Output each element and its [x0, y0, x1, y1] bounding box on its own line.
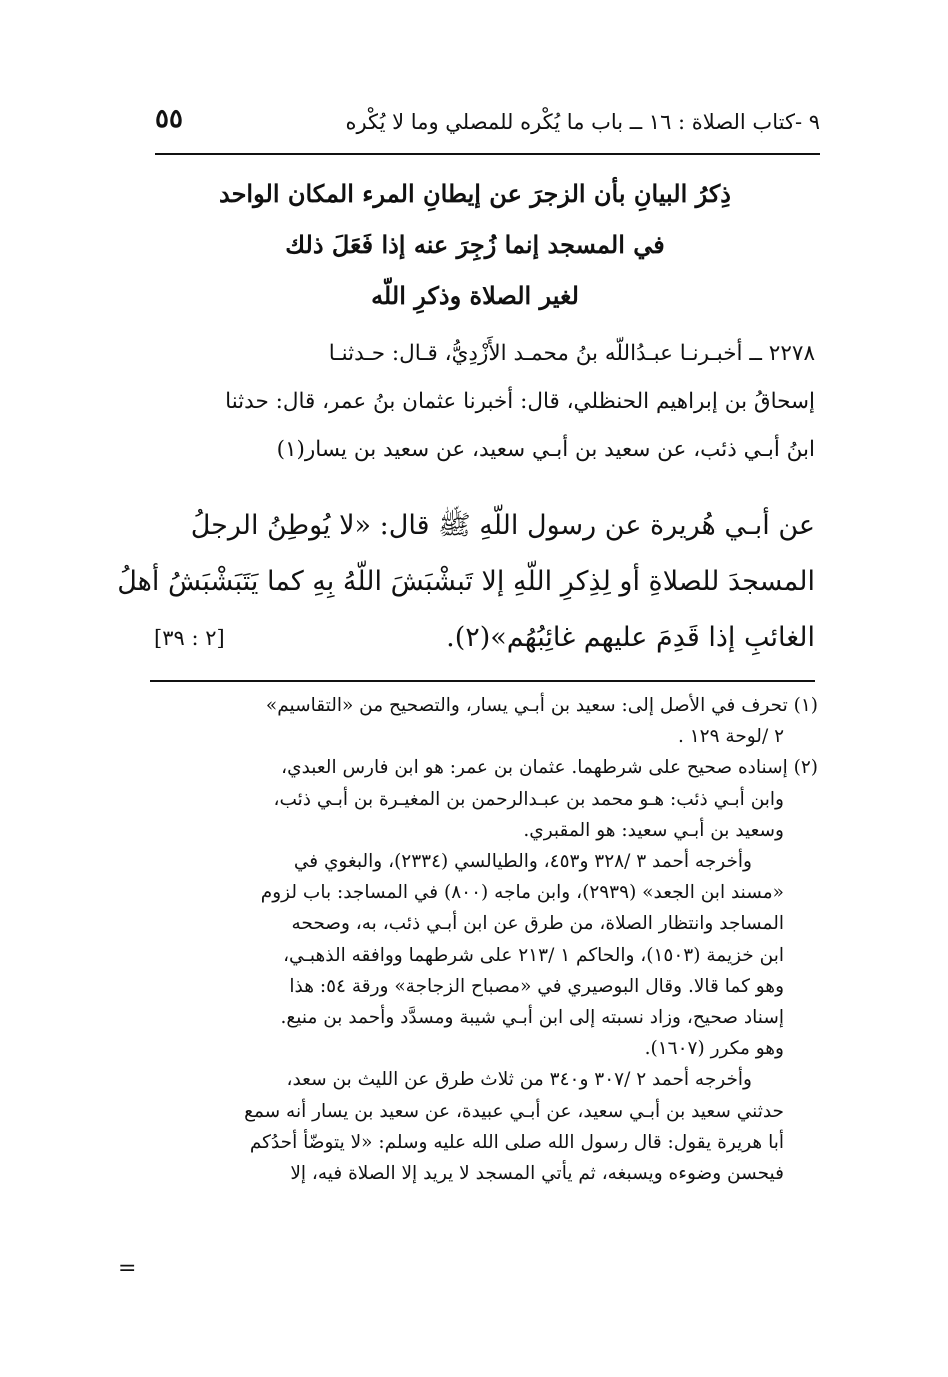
chapter-title-line: في المسجد إنما زُجِرَ عنه إذا فَعَلَ ذلك: [285, 230, 665, 259]
matn-line: المسجدَ للصلاةِ أو لِذِكرِ اللّهِ إلا تَبشْبَشَ اللّهُ بِهِ كما يَتَبَشْبَشُ أهلُ: [117, 566, 815, 597]
running-title: ٩ -كتاب الصلاة : ١٦ ــ باب ما يُكْره للمصلي وما لا يُكْره: [345, 110, 820, 134]
footnote-line: وهو مكرر (١٦٠٧).: [644, 1038, 784, 1060]
footnote-line: إسناد صحيح، وزاد نسبته إلى ابن أبـي شيبة ومسدَّد وأحمد بن منيع.: [280, 1007, 784, 1029]
footnote-line: (٢) إسناده صحيح على شرطهما. عثمان بن عمر: هو ابن فارس العبدي،: [281, 757, 818, 779]
isnad-line: ابنُ أبـي ذئب، عن سعيد بن أبـي سعيد، عن سعيد بن يسار(١): [276, 437, 815, 462]
footnotes: [150, 690, 818, 1189]
chapter-title-line: ذِكرُ البيانِ بأن الزجرَ عن إيطانِ المرء المكان الواحد: [219, 179, 731, 208]
matn-line: عن أبـي هُريرة عن رسول اللّهِ ﷺ قال: «لا يُوطِنُ الرجلُ: [190, 510, 815, 541]
footnote-line: المساجد وانتظار الصلاة، من طرق عن ابن أبـي ذئب، به، وصححه: [291, 913, 784, 935]
chapter-title-line: لغير الصلاة وذكرِ اللّه: [371, 281, 579, 310]
hadith-matn: [117, 498, 815, 666]
footnote-line: وسعيد بن أبـي سعيد: هو المقبري.: [523, 819, 784, 841]
footnote-line: «مسند ابن الجعد» (٢٩٣٩)، وابن ماجه (٨٠٠) في المساجد: باب لزوم: [260, 882, 784, 904]
chapter-title: [175, 168, 775, 321]
footnote-line: وابن أبـي ذئب: هـو محمد بن عبـدالرحمن بن المغيـرة بن أبـي ذئب،: [273, 788, 784, 810]
footnote-line: فيحسن وضوءه ويسبغه، ثم يأتي المسجد لا يريد إلا الصلاة فيه، إلا: [290, 1163, 784, 1185]
header-rule: [155, 153, 820, 155]
matn-last-line: [150, 610, 815, 666]
matn-line: الغائبِ إذا قَدِمَ عليهم غائِبُهُم»(٢).: [446, 622, 815, 653]
hadith-reference: [٢ : ٣٩]: [154, 626, 225, 650]
page-number: ٥٥: [155, 104, 183, 134]
isnad-line: ٢٢٧٨ ــ أخبـرنـا عبـدُاللّه بنُ محمـد الأَزْدِيُّ، قـال: حـدثنـا: [328, 341, 815, 366]
footnote-line: وأخرجه أحمد ٣ /٣٢٨ و٤٥٣، والطيالسي (٢٣٣٤)، والبغوي في: [293, 851, 752, 873]
footnote-line: حدثني سعيد بن أبـي سعيد، عن أبـي عبيدة، عن سعيد بن يسار أنه سمع: [244, 1100, 784, 1122]
isnad-line: إسحاقُ بن إبراهيم الحنظلي، قال: أخبرنا عثمان بنُ عمر، قال: حدثنا: [225, 389, 815, 414]
continuation-mark: =: [118, 1256, 137, 1281]
page-header: [155, 96, 820, 146]
footnote-line: (١) تحرف في الأصل إلى: سعيد بن أبـي يسار، والتصحيح من «التقاسيم»: [265, 695, 818, 716]
footnote-line: أبا هريرة يقول: قال رسول الله صلى الله عليه وسلم: «لا يتوضّأ أحدُكم: [249, 1131, 784, 1153]
footnote-line: ابن خزيمة (١٥٠٣)، والحاكم ١ /٢١٣ على شرطهما ووافقه الذهبـي،: [283, 944, 784, 966]
hadith-isnad: [150, 330, 815, 474]
footnote-line: ٢ /لوحة ١٢٩ .: [677, 726, 784, 748]
footnote-line: وأخرجه أحمد ٢ /٣٠٧ و٣٤٠ من ثلاث طرق عن الليث بن سعد،: [286, 1069, 752, 1091]
footnote-line: وهو كما قالا. وقال البوصيري في «مصباح الزجاجة» ورقة ٥٤: هذا: [289, 975, 784, 997]
footnote-rule: [150, 680, 815, 682]
